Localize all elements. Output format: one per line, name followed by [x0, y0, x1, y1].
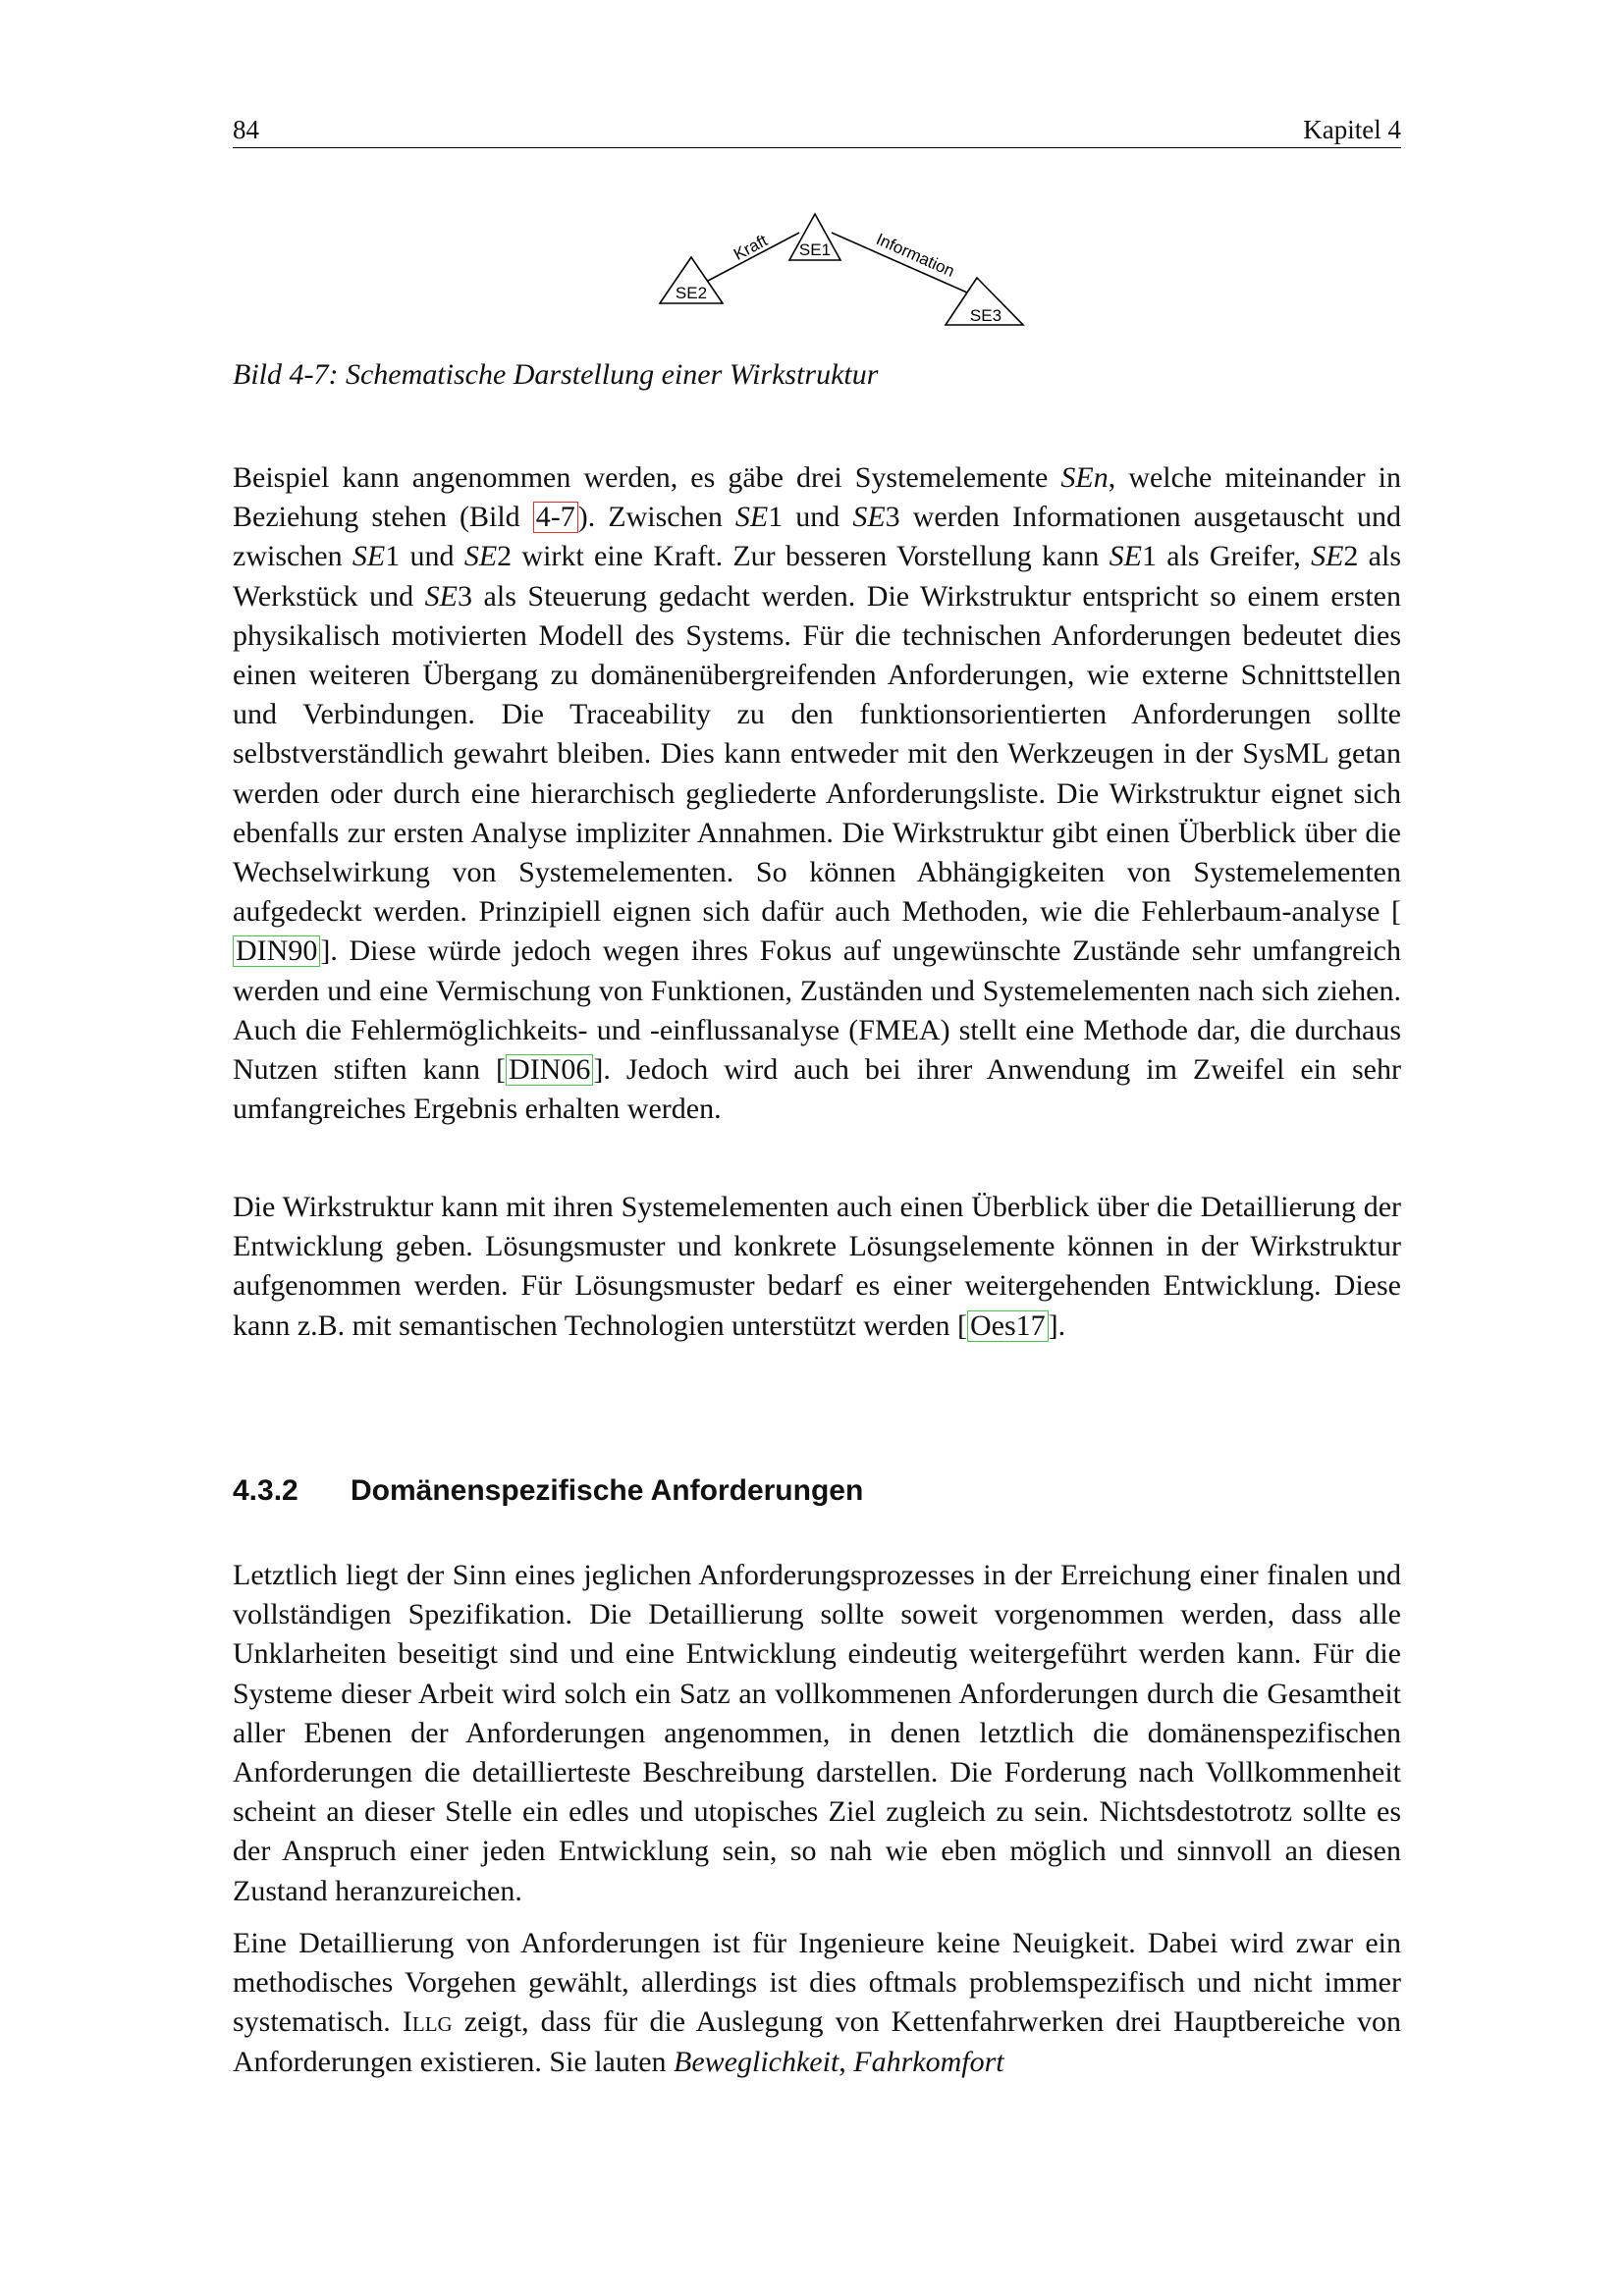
figure-caption [233, 358, 878, 392]
citation-link-din06[interactable]: DIN06 [506, 1054, 593, 1086]
caption-text: : Schematische Darstellung einer Wirkstruktur [328, 358, 879, 391]
caption-label: Bild 4-7 [233, 358, 329, 391]
node-se2-label: SE2 [675, 284, 708, 302]
chapter-title: Kapitel 4 [1303, 115, 1401, 144]
page-number: 84 [233, 115, 259, 144]
wirkstruktur-diagram [648, 206, 1041, 344]
figure-reference-link[interactable]: 4-7 [533, 502, 578, 533]
author-name: Illg [402, 2005, 453, 2039]
section-number: 4.3.2 [233, 1474, 298, 1507]
edge-label-information: Information [873, 230, 957, 281]
citation-link-din90[interactable]: DIN90 [233, 935, 320, 967]
running-header [233, 110, 1401, 148]
paragraph-3: Letztlich liegt der Sinn eines jeglichen Anforderungsprozesses in der Erreichung einer finalen und vollständigen Spezifikation. Die Detaillierung sollte soweit vorgenommen werden, dass alle Unklarheiten beseitigt sind und eine Entwicklung eindeutig weitergeführt werden kann. Für die Systeme dieser Arbeit wird solch ein Satz an vollkommenen Anforderungen durch die Gesamtheit aller Ebenen der Anforderungen angenommen, in denen letztlich die domänenspezifischen Anforderungen die detaillierteste Beschreibung darstellen. Die Forderung nach Vollkommenheit scheint an dieser Stelle ein edles und utopisches Ziel zugleich zu sein. Nichtsdestotrotz sollte es der Anspruch einer jeden Entwicklung sein, so nah wie eben möglich und sinnvoll an diesen Zustand heranzureichen. [233, 1559, 1401, 1907]
citation-link-oes17[interactable]: Oes17 [967, 1310, 1049, 1342]
section-heading [233, 1474, 863, 1508]
node-se1-label: SE1 [798, 240, 832, 259]
paragraph-4: Eine Detaillierung von Anforderungen ist für Ingenieure keine Neuigkeit. Dabei wird zwar ein methodisches Vorgehen gewählt, allerdings ist dies oftmals problemspezifisch und nicht immer systematisch. Illg zeigt, dass für die Auslegung von Kettenfahrwerken drei Hauptbereiche von Anforderungen existieren. Sie lauten Beweglichkeit, Fahrkomfort [233, 1927, 1401, 2078]
paragraph-1: Beispiel kann angenommen werden, es gäbe drei Systemelemente SEn, welche miteinander in Beziehung stehen (Bild 4-7 ). Zwischen SE1 und SE3 werden Informationen ausgetauscht und zwischen SE1 und SE2 wirkt eine Kraft. Zur besseren Vorstellung kann SE1 als Greifer, SE2 als Werkstück und SE3 als Steuerung gedacht werden. Die Wirkstruktur entspricht so einem ersten physikalisch motivierten Modell des Systems. Für die technischen Anforderungen bedeutet dies einen weiteren Übergang zu domänenübergreifenden Anforderungen, wie externe Schnittstellen und Verbindungen. Die Traceability zu den funktionsorientierten Anforderungen sollte selbstverständlich gewahrt bleiben. Dies kann entweder mit den Werkzeugen in der SysML getan werden oder durch eine hierarchisch gegliederte Anforderungsliste. Die Wirkstruktur eignet sich ebenfalls zur ersten Analyse impliziter Annahmen. Die Wirkstruktur gibt einen Überblick über die Wechselwirkung von Systemelementen. So können Abhängigkeiten von Systemelementen aufgedeckt werden. Prinzipiell eignen sich dafür auch Methoden, wie die Fehlerbaum-analyse [DIN90 ]. Diese würde jedoch wegen ihres Fokus auf ungewünschte Zustände sehr umfangreich werden und eine Vermischung von Funktionen, Zuständen und Systemelementen nach sich ziehen. Auch die Fehlermöglichkeits- und -einflussanalyse (FMEA) stellt eine Methode dar, die durchaus Nutzen stiften kann [ DIN06 ]. Jedoch wird auch bei ihrer Anwendung im Zweifel ein sehr umfangreiches Ergebnis erhalten werden. [233, 461, 1401, 1126]
edge-label-kraft: Kraft [731, 231, 771, 264]
section-title: Domänenspezifische Anforderungen [351, 1474, 864, 1507]
node-se3-label: SE3 [969, 306, 1002, 325]
paragraph-2: Die Wirkstruktur kann mit ihren Systemelementen auch einen Überblick über die Detaillierung der Entwicklung geben. Lösungsmuster und konkrete Lösungselemente können in der Wirkstruktur aufgenommen werden. Für Lösungsmuster bedarf es einer weitergehenden Entwicklung. Diese kann z.B. mit semantischen Technologien unterstützt werden [ Oes17 ]. [233, 1191, 1401, 1342]
